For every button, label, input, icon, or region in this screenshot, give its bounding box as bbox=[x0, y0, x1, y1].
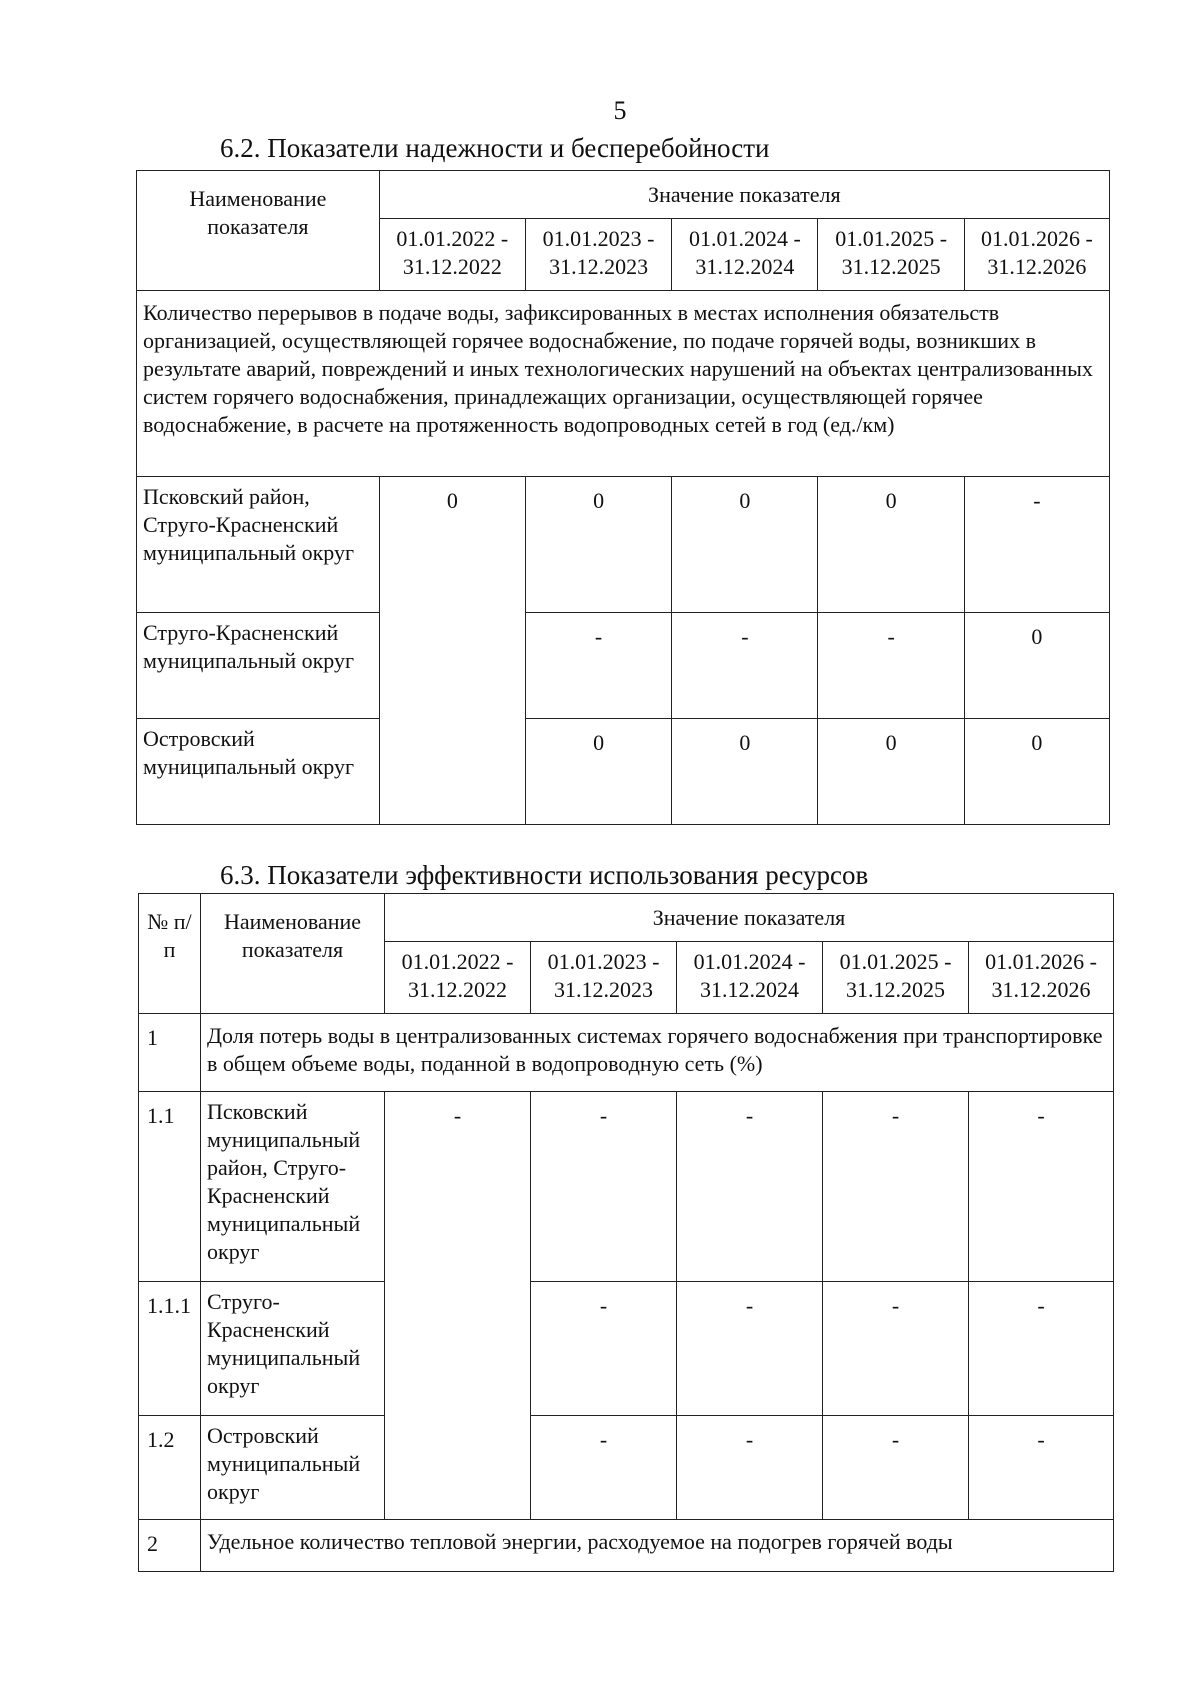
value-cell: - bbox=[969, 1282, 1114, 1416]
value-cell: - bbox=[969, 1416, 1114, 1520]
value-cell: - bbox=[823, 1282, 969, 1416]
header-period-2025: 01.01.2025 - 31.12.2025 bbox=[823, 942, 969, 1014]
row-name: Струго-Красненский муниципальный округ bbox=[137, 613, 380, 719]
header-indicator-value: Значение показателя bbox=[379, 171, 1109, 219]
section-6-3-title: 6.3. Показатели эффективности использования ресурсов bbox=[220, 860, 869, 890]
row-name: Струго-Красненский муниципальный округ bbox=[201, 1282, 385, 1416]
header-period-2022: 01.01.2022 - 31.12.2022 bbox=[379, 219, 525, 291]
header-period-2024: 01.01.2024 - 31.12.2024 bbox=[677, 942, 823, 1014]
value-cell: 0 bbox=[818, 719, 964, 825]
header-period-2023: 01.01.2023 - 31.12.2023 bbox=[531, 942, 677, 1014]
value-cell: - bbox=[385, 1092, 531, 1520]
header-row-number: № п/п bbox=[139, 894, 201, 1014]
header-period-2023: 01.01.2023 - 31.12.2023 bbox=[525, 219, 671, 291]
row-name: Островский муниципальный округ bbox=[137, 719, 380, 825]
row-number: 2 bbox=[139, 1520, 201, 1572]
value-cell: - bbox=[823, 1416, 969, 1520]
value-cell: - bbox=[531, 1282, 677, 1416]
indicator-description: Удельное количество тепловой энергии, расходуемое на подогрев горячей воды bbox=[201, 1520, 1114, 1572]
row-name: Псковский район, Струго-Красненский муниципальный округ bbox=[137, 477, 380, 613]
header-period-2026: 01.01.2026 - 31.12.2026 bbox=[969, 942, 1114, 1014]
header-period-2025: 01.01.2025 - 31.12.2025 bbox=[818, 219, 964, 291]
value-cell: 0 bbox=[525, 477, 671, 613]
value-cell: - bbox=[531, 1092, 677, 1282]
row-number: 1 bbox=[139, 1014, 201, 1092]
row-number: 1.1.1 bbox=[139, 1282, 201, 1416]
value-cell: - bbox=[818, 613, 964, 719]
header-indicator-value: Значение показателя bbox=[385, 894, 1114, 942]
value-cell: 0 bbox=[818, 477, 964, 613]
resource-efficiency-table bbox=[138, 893, 1114, 1572]
indicator-description: Количество перерывов в подаче воды, зафиксированных в местах исполнения обязательств организацией, осуществляющей горячее водоснабжение, по подаче горячей воды, возникших в результате аварий, повреждений и иных технологических нарушений на объектах централизованных систем горячего водоснабжения, принадлежащих организации, осуществляющей горячее водоснабжение, в расчете на протяженность водопроводных сетей в год (ед./км) bbox=[137, 291, 1110, 477]
value-cell: - bbox=[969, 1092, 1114, 1282]
section-6-2-title: 6.2. Показатели надежности и бесперебойности bbox=[220, 133, 770, 163]
row-name: Островский муниципальный округ bbox=[201, 1416, 385, 1520]
row-number: 1.1 bbox=[139, 1092, 201, 1282]
value-cell: 0 bbox=[964, 719, 1109, 825]
value-cell: 0 bbox=[379, 477, 525, 825]
value-cell: 0 bbox=[525, 719, 671, 825]
value-cell: - bbox=[823, 1092, 969, 1282]
page-number: 5 bbox=[613, 96, 627, 125]
value-cell: - bbox=[677, 1092, 823, 1282]
value-cell: - bbox=[531, 1416, 677, 1520]
value-cell: 0 bbox=[672, 477, 818, 613]
reliability-indicators-table bbox=[136, 170, 1110, 825]
value-cell: 0 bbox=[672, 719, 818, 825]
value-cell: - bbox=[672, 613, 818, 719]
indicator-description: Доля потерь воды в централизованных системах горячего водоснабжения при транспортировке в общем объеме воды, поданной в водопроводную сеть (%) bbox=[201, 1014, 1114, 1092]
value-cell: - bbox=[964, 477, 1109, 613]
value-cell: - bbox=[677, 1416, 823, 1520]
value-cell: 0 bbox=[964, 613, 1109, 719]
row-name: Псковский муниципальный район, Струго-Красненский муниципальный округ bbox=[201, 1092, 385, 1282]
header-indicator-name: Наименование показателя bbox=[201, 894, 385, 1014]
value-cell: - bbox=[525, 613, 671, 719]
header-indicator-name: Наименование показателя bbox=[137, 171, 380, 291]
value-cell: - bbox=[677, 1282, 823, 1416]
row-number: 1.2 bbox=[139, 1416, 201, 1520]
header-period-2024: 01.01.2024 - 31.12.2024 bbox=[672, 219, 818, 291]
header-period-2022: 01.01.2022 - 31.12.2022 bbox=[385, 942, 531, 1014]
header-period-2026: 01.01.2026 - 31.12.2026 bbox=[964, 219, 1109, 291]
